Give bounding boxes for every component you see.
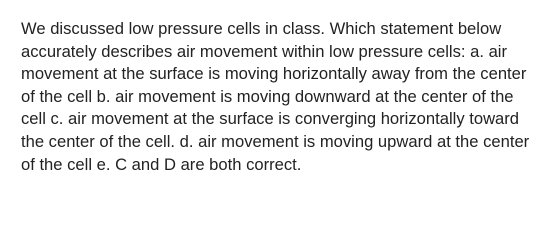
- question-text: We discussed low pressure cells in class. Which statement below accurately describes air movement within low pressure cells: a. air movement at the surface is moving horizontally away from the center of the cell b. air movement is moving downward at the center of the cell c. air movement at the surface is converging horizontally toward the center of the cell. d. air movement is moving upward at the center of the cell e. C and D are both correct.: [21, 19, 530, 174]
